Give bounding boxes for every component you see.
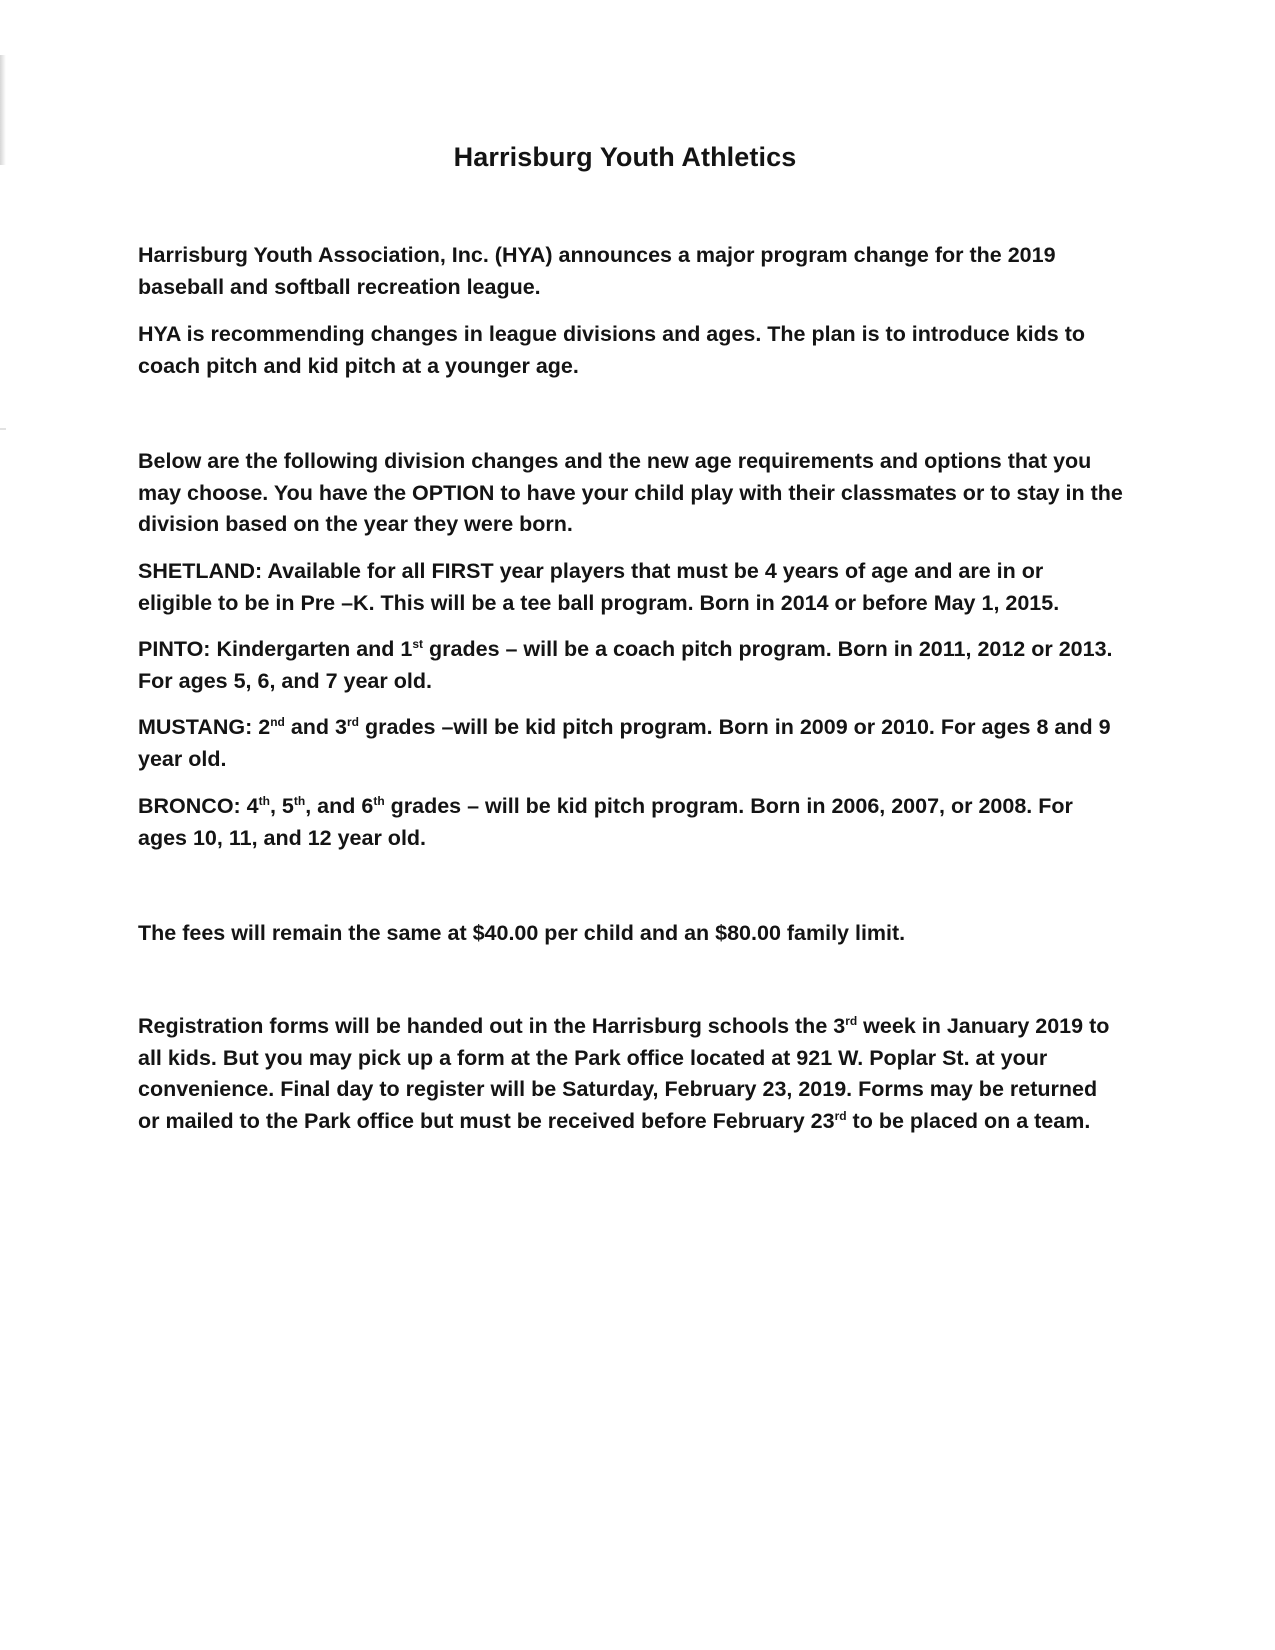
ordinal-suffix: rd bbox=[347, 714, 359, 729]
pinto-text: grades – will be a coach pitch program. Born in 2011, 2012 or 2013. For ages 5, 6, and 7 year old. bbox=[138, 637, 1113, 693]
pinto-paragraph bbox=[138, 634, 1123, 697]
bronco-text: , and 6 bbox=[305, 794, 374, 818]
intro-paragraph: Harrisburg Youth Association, Inc. (HYA) announces a major program change for the 2019 baseball and softball recreation league. bbox=[138, 243, 1056, 299]
registration-text: week in January 2019 to all kids. But you may pick up a form at the Park office located at 921 W. Poplar St. at your convenience. Final day to register will be Saturday, February 23, 2019. Forms may be returned or mailed to the Park office but must be received before February 23 bbox=[138, 1014, 1110, 1133]
bronco-text: , 5 bbox=[269, 794, 294, 818]
ordinal-suffix: th bbox=[258, 793, 270, 808]
mustang-text: and 3 bbox=[284, 715, 347, 739]
mustang-text: grades –will be kid pitch program. Born in 2009 or 2010. For ages 8 and 9 year old. bbox=[138, 715, 1111, 771]
scan-mark-artifact bbox=[0, 428, 6, 430]
page-title: Harrisburg Youth Athletics bbox=[453, 142, 797, 172]
ordinal-suffix: th bbox=[373, 793, 385, 808]
ordinal-suffix: th bbox=[293, 793, 306, 808]
ordinal-suffix: st bbox=[412, 636, 424, 651]
shetland-paragraph: SHETLAND: Available for all FIRST year players that must be 4 years of age and are in or eligible to be in Pre –K. This will be a tee ball program. Born in 2014 or before May 1, 2015. bbox=[138, 559, 1060, 615]
registration-paragraph bbox=[138, 1011, 1123, 1137]
mustang-paragraph bbox=[138, 712, 1123, 775]
ordinal-suffix: nd bbox=[270, 714, 285, 729]
divisions-intro-paragraph: Below are the following division changes and the new age requirements and options that you may choose. You have the OPTION to have your child play with their classmates or to stay in the division based on the year they were born. bbox=[138, 449, 1123, 536]
bronco-text: BRONCO: 4 bbox=[138, 794, 259, 818]
bronco-text: grades – will be kid pitch program. Born in 2006, 2007, or 2008. For ages 10, 11, and 12 year old. bbox=[138, 794, 1073, 850]
pinto-text: PINTO: Kindergarten and 1 bbox=[138, 637, 413, 661]
recommendation-paragraph: HYA is recommending changes in league divisions and ages. The plan is to introduce kids to coach pitch and kid pitch at a younger age. bbox=[138, 322, 1086, 378]
ordinal-suffix: rd bbox=[834, 1108, 847, 1123]
bronco-paragraph bbox=[138, 791, 1123, 854]
registration-text: to be placed on a team. bbox=[846, 1108, 1091, 1133]
fees-paragraph: The fees will remain the same at $40.00 per child and an $80.00 family limit. bbox=[138, 921, 906, 945]
registration-text: Registration forms will be handed out in the Harrisburg schools the 3 bbox=[138, 1014, 846, 1038]
ordinal-suffix: rd bbox=[845, 1013, 858, 1028]
mustang-text: MUSTANG: 2 bbox=[138, 715, 271, 739]
